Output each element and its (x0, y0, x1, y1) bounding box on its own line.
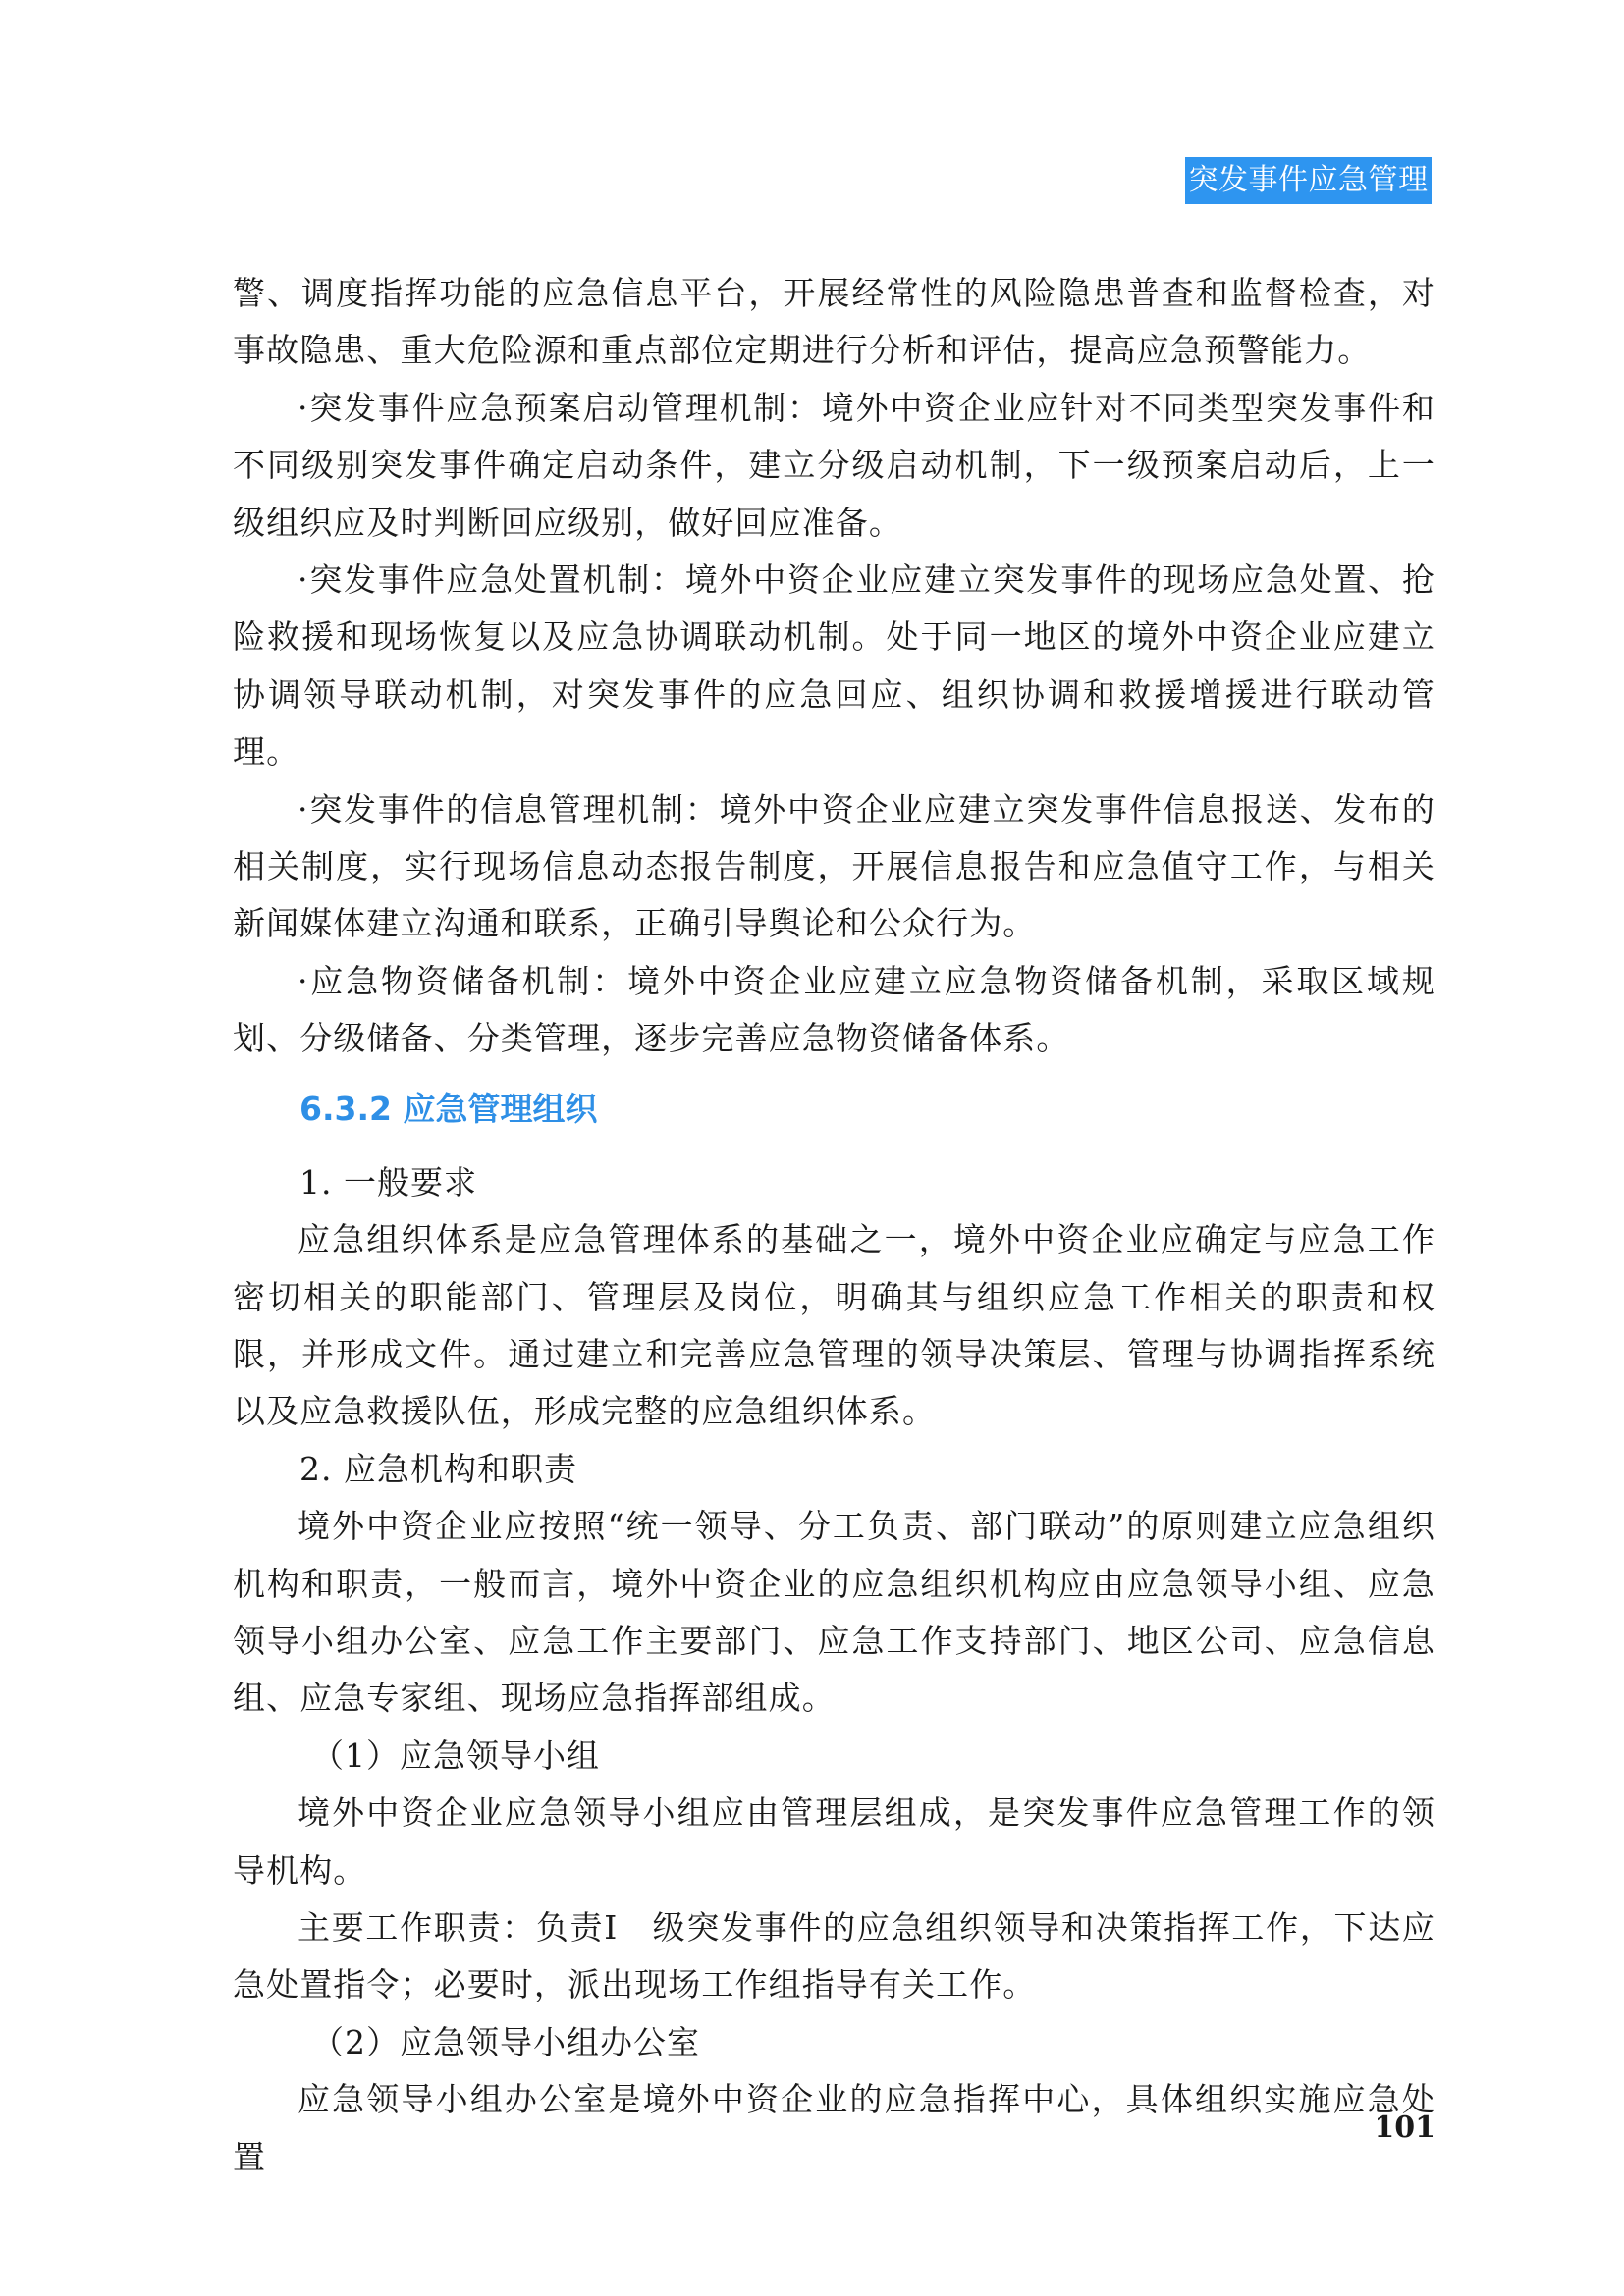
paragraph: 警、调度指挥功能的应急信息平台，开展经常性的风险隐患普查和监督检查，对事故隐患、重大危险源和重点部位定期进行分析和评估，提高应急预警能力。 (233, 274, 1435, 370)
subheading: 2. 应急机构和职责 (299, 1449, 577, 1488)
paragraph: ·突发事件应急预案启动管理机制：境外中资企业应针对不同类型突发事件和不同级别突发事件确定启动条件，建立分级启动机制，下一级预案启动后，上一级组织应及时判断回应级别，做好回应准备。 (233, 388, 1435, 542)
subheading: （1）应急领导小组 (311, 1735, 600, 1775)
paragraph: ·突发事件应急处置机制：境外中资企业应建立突发事件的现场应急处置、抢险救援和现场恢复以及应急协调联动机制。处于同一地区的境外中资企业应建立协调领导联动机制，对突发事件的应急回应、组织协调和救援增援进行联动管理。 (233, 561, 1435, 772)
running-header-tag: 突发事件应急管理 (1185, 157, 1432, 204)
paragraph: ·应急物资储备机制：境外中资企业应建立应急物资储备机制，采取区域规划、分级储备、分类管理，逐步完善应急物资储备体系。 (233, 961, 1435, 1058)
paragraph: 境外中资企业应急领导小组应由管理层组成，是突发事件应急管理工作的领导机构。 (233, 1793, 1435, 1890)
subheading: （2）应急领导小组办公室 (311, 2022, 700, 2061)
paragraph: 应急领导小组办公室是境外中资企业的应急指挥中心，具体组织实施应急处置 (233, 2080, 1435, 2176)
paragraph: 应急组织体系是应急管理体系的基础之一，境外中资企业应确定与应急工作密切相关的职能部门、管理层及岗位，明确其与组织应急工作相关的职责和权限，并形成文件。通过建立和完善应急管理的领导决策层、管理与协调指挥系统以及应急救援队伍，形成完整的应急组织体系。 (233, 1220, 1435, 1431)
section-heading: 6.3.2 应急管理组织 (299, 1089, 598, 1128)
paragraph: ·突发事件的信息管理机制：境外中资企业应建立突发事件信息报送、发布的相关制度，实行现场信息动态报告制度，开展信息报告和应急值守工作，与相关新闻媒体建立沟通和联系，正确引导舆论和公众行为。 (233, 789, 1435, 943)
page-body (233, 265, 1435, 2186)
page-number: 101 (1374, 2110, 1435, 2145)
paragraph: 境外中资企业应按照“统一领导、分工负责、部门联动”的原则建立应急组织机构和职责，一般而言，境外中资企业的应急组织机构应由应急领导小组、应急领导小组办公室、应急工作主要部门、应急工作支持部门、地区公司、应急信息组、应急专家组、现场应急指挥部组成。 (233, 1507, 1435, 1718)
paragraph: 主要工作职责：负责I 级突发事件的应急组织领导和决策指挥工作，下达应急处置指令；必要时，派出现场工作组指导有关工作。 (233, 1907, 1435, 2004)
subheading: 1. 一般要求 (299, 1162, 477, 1201)
